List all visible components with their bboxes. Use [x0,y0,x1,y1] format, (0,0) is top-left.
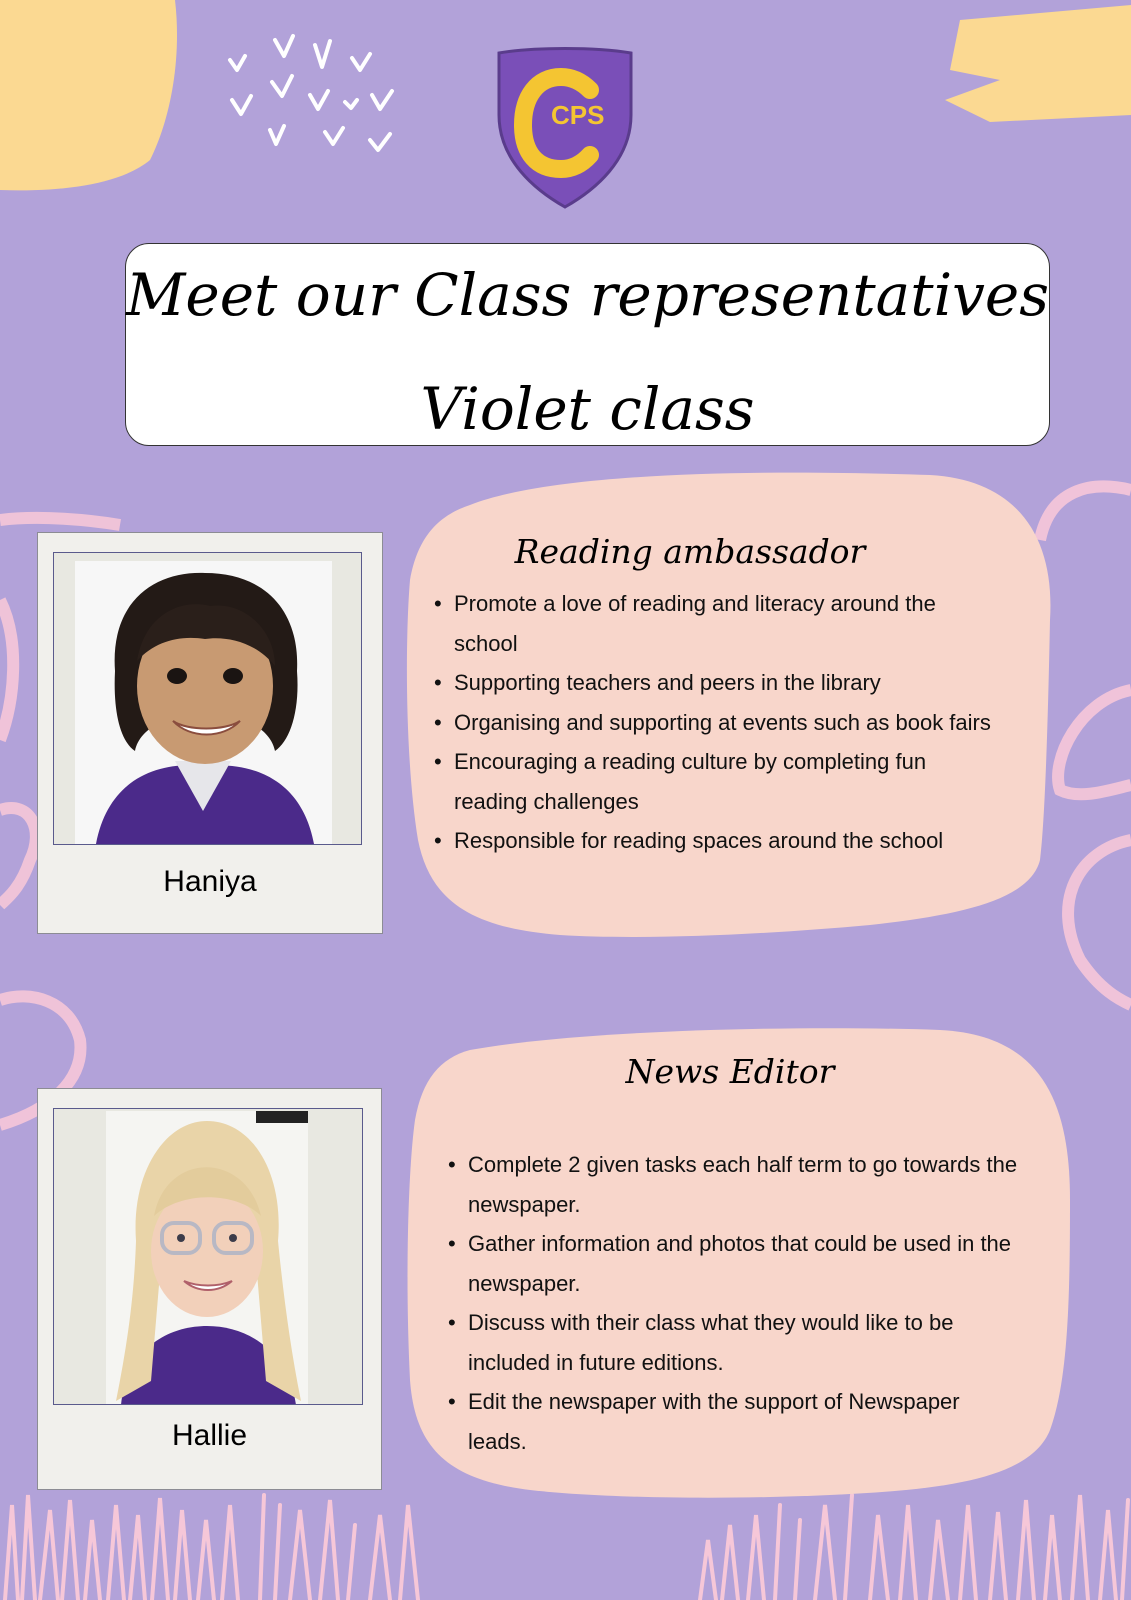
photo-frame [53,552,362,845]
child-portrait-image [106,1111,308,1405]
duty-item: • Promote a love of reading and literacy around the school [434,584,1034,663]
duty-item: • Responsible for reading spaces around the school [434,821,1034,861]
child-portrait-image [75,561,332,845]
page-title: Meet our Class representatives [126,261,1049,329]
duty-item: • Supporting teachers and peers in the library [434,663,1034,703]
logo-letters: CPS [551,100,605,130]
role-title: Reading ambassador [514,532,866,571]
yellow-brush-right [945,5,1131,122]
rep-name: Hallie [171,1419,248,1452]
school-logo [495,45,635,210]
grass-decoration [5,1495,1128,1600]
duty-item: • Discuss with their class what they would like to be included in future editions. [448,1303,1058,1382]
photo-frame [53,1108,363,1405]
yellow-brush-left [0,0,177,190]
duties-list [448,1145,1058,1461]
duties-list [434,584,1034,861]
duty-item: • Encouraging a reading culture by completing fun reading challenges [434,742,1034,821]
duty-item: • Organising and supporting at events such as book fairs [434,703,1034,743]
role-title: News Editor [625,1052,835,1091]
title-box [125,243,1050,446]
duty-item: • Gather information and photos that could be used in the newspaper. [448,1224,1058,1303]
rep-card-2 [37,1088,382,1490]
rep-name: Haniya [163,865,257,898]
checkmark-doodles [230,36,392,150]
duty-item: • Complete 2 given tasks each half term to go towards the newspaper. [448,1145,1058,1224]
class-subtitle: Violet class [420,375,755,443]
student-photo [75,561,332,845]
student-photo [106,1111,308,1405]
rep-card-1 [37,532,383,934]
duty-item: • Edit the newspaper with the support of Newspaper leads. [448,1382,1058,1461]
